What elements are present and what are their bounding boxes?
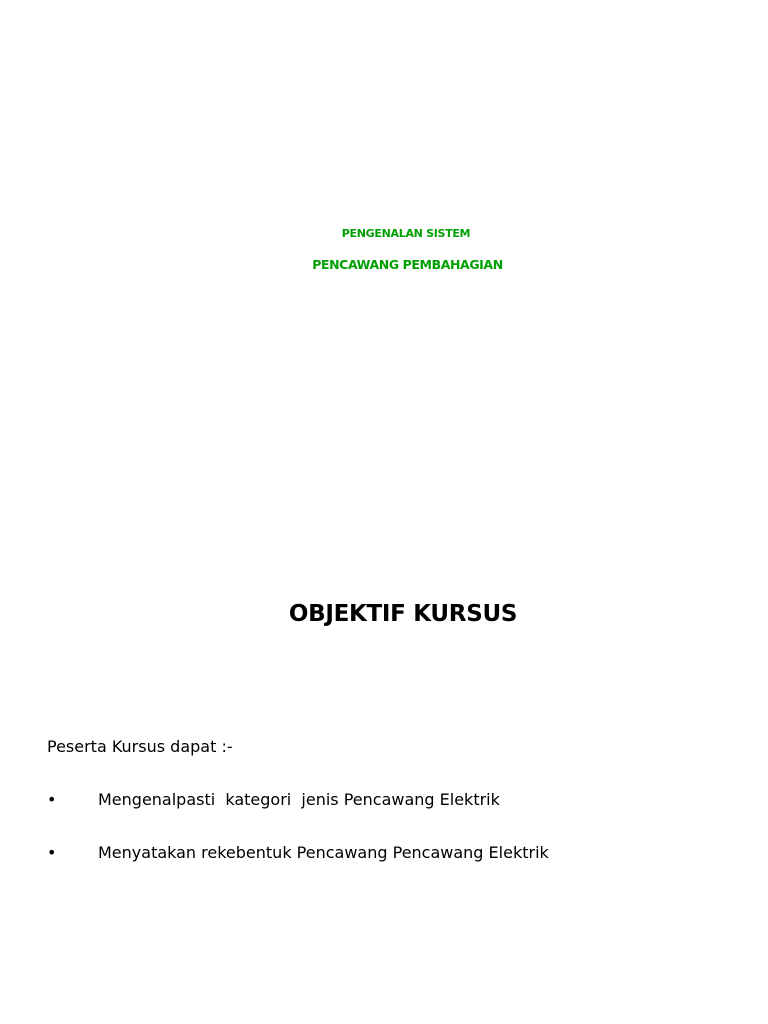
bullet-icon: • bbox=[47, 843, 57, 862]
section-title: OBJEKTIF KURSUS bbox=[288, 601, 518, 627]
list-item-text: Mengenalpasti kategori jenis Pencawang Elektrik bbox=[98, 790, 500, 809]
bullet-icon: • bbox=[47, 790, 57, 809]
document-header-line-1: PENGENALAN SISTEM bbox=[341, 227, 471, 240]
intro-text: Peserta Kursus dapat :- bbox=[47, 737, 233, 756]
list-item-text: Menyatakan rekebentuk Pencawang Pencawang Elektrik bbox=[98, 843, 549, 862]
document-header-line-2: PENCAWANG PEMBAHAGIAN bbox=[312, 257, 503, 272]
